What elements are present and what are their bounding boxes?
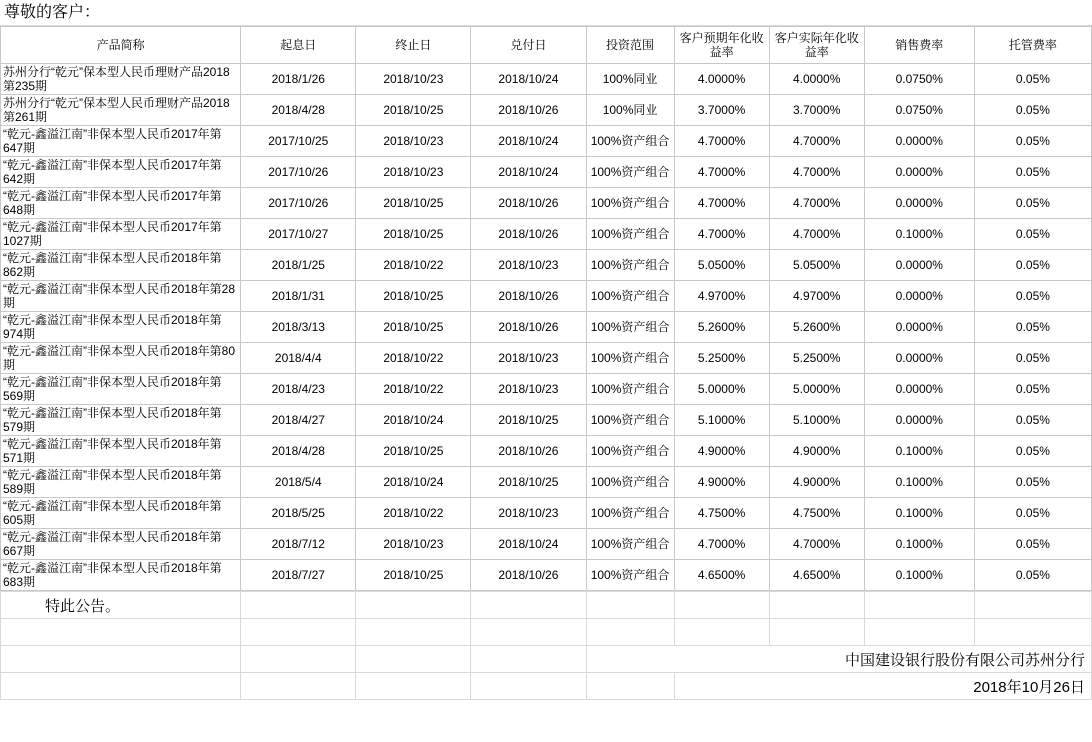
spacer-cell — [241, 646, 356, 673]
expected-yield-cell: 3.7000% — [674, 95, 769, 126]
expected-yield-cell: 5.2500% — [674, 343, 769, 374]
column-header-actual-yield: 客户实际年化收益率 — [769, 27, 864, 64]
spacer-cell — [1, 619, 241, 646]
table-row — [1, 374, 1092, 405]
actual-yield-cell: 5.0000% — [769, 374, 864, 405]
table-row — [1, 498, 1092, 529]
sale-fee-cell: 0.1000% — [864, 436, 974, 467]
product-name-cell: “乾元-鑫溢江南”非保本型人民币2018年第28期 — [1, 281, 241, 312]
investment-scope-cell: 100%资产组合 — [586, 188, 674, 219]
spacer-cell — [586, 619, 674, 646]
sale-fee-cell: 0.0000% — [864, 281, 974, 312]
spacer-cell — [471, 673, 586, 700]
payment-date-cell: 2018/10/24 — [471, 126, 586, 157]
payment-date-cell: 2018/10/26 — [471, 219, 586, 250]
sale-fee-cell: 0.0000% — [864, 343, 974, 374]
actual-yield-cell: 4.7000% — [769, 219, 864, 250]
sale-fee-cell: 0.0000% — [864, 250, 974, 281]
custody-fee-cell: 0.05% — [974, 312, 1091, 343]
sale-fee-cell: 0.0000% — [864, 188, 974, 219]
sale-fee-cell: 0.1000% — [864, 560, 974, 591]
spacer-cell — [356, 592, 471, 619]
custody-fee-cell: 0.05% — [974, 405, 1091, 436]
table-row — [1, 219, 1092, 250]
column-header-end-date: 终止日 — [356, 27, 471, 64]
company-row — [1, 646, 1092, 673]
sale-fee-cell: 0.0000% — [864, 157, 974, 188]
expected-yield-cell: 5.2600% — [674, 312, 769, 343]
end-date-cell: 2018/10/25 — [356, 95, 471, 126]
product-name-cell: “乾元-鑫溢江南”非保本型人民币2018年第667期 — [1, 529, 241, 560]
investment-scope-cell: 100%资产组合 — [586, 467, 674, 498]
product-name-cell: “乾元-鑫溢江南”非保本型人民币2018年第571期 — [1, 436, 241, 467]
actual-yield-cell: 5.2600% — [769, 312, 864, 343]
expected-yield-cell: 4.9700% — [674, 281, 769, 312]
column-header-payment-date: 兑付日 — [471, 27, 586, 64]
sale-fee-cell: 0.0000% — [864, 126, 974, 157]
actual-yield-cell: 5.2500% — [769, 343, 864, 374]
actual-yield-cell: 4.6500% — [769, 560, 864, 591]
payment-date-cell: 2018/10/26 — [471, 95, 586, 126]
product-name-cell: “乾元-鑫溢江南”非保本型人民币2018年第862期 — [1, 250, 241, 281]
table-row — [1, 188, 1092, 219]
spacer-cell — [241, 619, 356, 646]
greeting-text: 尊敬的客户： — [0, 0, 1092, 26]
start-date-cell: 2018/4/28 — [241, 95, 356, 126]
investment-scope-cell: 100%资产组合 — [586, 343, 674, 374]
payment-date-cell: 2018/10/23 — [471, 250, 586, 281]
spacer-cell — [241, 592, 356, 619]
actual-yield-cell: 4.0000% — [769, 64, 864, 95]
investment-scope-cell: 100%同业 — [586, 64, 674, 95]
product-name-cell: “乾元-鑫溢江南”非保本型人民币2017年第648期 — [1, 188, 241, 219]
table-row — [1, 312, 1092, 343]
table-header — [1, 27, 1092, 64]
table-row — [1, 157, 1092, 188]
table-row — [1, 126, 1092, 157]
spacer-cell — [974, 592, 1091, 619]
product-name-cell: “乾元-鑫溢江南”非保本型人民币2018年第569期 — [1, 374, 241, 405]
spacer-cell — [974, 619, 1091, 646]
custody-fee-cell: 0.05% — [974, 157, 1091, 188]
end-date-cell: 2018/10/22 — [356, 343, 471, 374]
product-name-cell: “乾元-鑫溢江南”非保本型人民币2018年第579期 — [1, 405, 241, 436]
sale-fee-cell: 0.1000% — [864, 529, 974, 560]
spacer-cell — [356, 646, 471, 673]
investment-scope-cell: 100%资产组合 — [586, 126, 674, 157]
spacer-cell — [471, 592, 586, 619]
start-date-cell: 2017/10/25 — [241, 126, 356, 157]
product-name-cell: “乾元-鑫溢江南”非保本型人民币2017年第647期 — [1, 126, 241, 157]
spacer-cell — [674, 592, 769, 619]
notice-row — [1, 592, 1092, 619]
end-date-cell: 2018/10/23 — [356, 529, 471, 560]
column-header-expected-yield: 客户预期年化收益率 — [674, 27, 769, 64]
end-date-cell: 2018/10/25 — [356, 281, 471, 312]
investment-scope-cell: 100%资产组合 — [586, 436, 674, 467]
publish-date: 2018年10月26日 — [674, 673, 1091, 700]
payment-date-cell: 2018/10/26 — [471, 312, 586, 343]
end-date-cell: 2018/10/25 — [356, 560, 471, 591]
column-header-start-date: 起息日 — [241, 27, 356, 64]
actual-yield-cell: 4.9000% — [769, 436, 864, 467]
end-date-cell: 2018/10/23 — [356, 157, 471, 188]
product-name-cell: “乾元-鑫溢江南”非保本型人民币2018年第683期 — [1, 560, 241, 591]
investment-scope-cell: 100%资产组合 — [586, 498, 674, 529]
company-signature: 中国建设银行股份有限公司苏州分行 — [586, 646, 1092, 673]
payment-date-cell: 2018/10/24 — [471, 157, 586, 188]
actual-yield-cell: 5.0500% — [769, 250, 864, 281]
payment-date-cell: 2018/10/26 — [471, 436, 586, 467]
actual-yield-cell: 5.1000% — [769, 405, 864, 436]
end-date-cell: 2018/10/23 — [356, 64, 471, 95]
expected-yield-cell: 4.9000% — [674, 436, 769, 467]
table-row — [1, 343, 1092, 374]
actual-yield-cell: 4.7000% — [769, 126, 864, 157]
start-date-cell: 2017/10/27 — [241, 219, 356, 250]
product-name-cell: 苏州分行“乾元”保本型人民币理财产品2018第235期 — [1, 64, 241, 95]
custody-fee-cell: 0.05% — [974, 126, 1091, 157]
column-header-investment-scope: 投资范围 — [586, 27, 674, 64]
products-table — [0, 26, 1092, 591]
spacer-cell — [1, 673, 241, 700]
investment-scope-cell: 100%资产组合 — [586, 219, 674, 250]
actual-yield-cell: 4.7000% — [769, 529, 864, 560]
expected-yield-cell: 5.0500% — [674, 250, 769, 281]
table-row — [1, 560, 1092, 591]
expected-yield-cell: 4.7000% — [674, 126, 769, 157]
product-name-cell: “乾元-鑫溢江南”非保本型人民币2017年第642期 — [1, 157, 241, 188]
sale-fee-cell: 0.1000% — [864, 467, 974, 498]
custody-fee-cell: 0.05% — [974, 188, 1091, 219]
custody-fee-cell: 0.05% — [974, 498, 1091, 529]
column-header-custody-fee: 托管费率 — [974, 27, 1091, 64]
custody-fee-cell: 0.05% — [974, 281, 1091, 312]
payment-date-cell: 2018/10/23 — [471, 498, 586, 529]
spacer-cell — [1, 646, 241, 673]
table-body — [1, 64, 1092, 591]
actual-yield-cell: 4.7000% — [769, 188, 864, 219]
table-row — [1, 250, 1092, 281]
end-date-cell: 2018/10/24 — [356, 467, 471, 498]
spacer-cell — [864, 619, 974, 646]
column-header-sale-fee: 销售费率 — [864, 27, 974, 64]
payment-date-cell: 2018/10/25 — [471, 467, 586, 498]
sale-fee-cell: 0.1000% — [864, 219, 974, 250]
custody-fee-cell: 0.05% — [974, 64, 1091, 95]
custody-fee-cell: 0.05% — [974, 529, 1091, 560]
end-date-cell: 2018/10/25 — [356, 219, 471, 250]
spacer-cell — [769, 619, 864, 646]
actual-yield-cell: 4.7500% — [769, 498, 864, 529]
start-date-cell: 2018/1/31 — [241, 281, 356, 312]
product-name-cell: 苏州分行“乾元”保本型人民币理财产品2018第261期 — [1, 95, 241, 126]
end-date-cell: 2018/10/22 — [356, 374, 471, 405]
start-date-cell: 2018/1/25 — [241, 250, 356, 281]
investment-scope-cell: 100%同业 — [586, 95, 674, 126]
payment-date-cell: 2018/10/24 — [471, 529, 586, 560]
custody-fee-cell: 0.05% — [974, 343, 1091, 374]
table-row — [1, 405, 1092, 436]
end-date-cell: 2018/10/25 — [356, 436, 471, 467]
start-date-cell: 2018/3/13 — [241, 312, 356, 343]
payment-date-cell: 2018/10/26 — [471, 560, 586, 591]
start-date-cell: 2018/4/23 — [241, 374, 356, 405]
investment-scope-cell: 100%资产组合 — [586, 560, 674, 591]
footer-table — [0, 591, 1092, 700]
investment-scope-cell: 100%资产组合 — [586, 374, 674, 405]
start-date-cell: 2017/10/26 — [241, 157, 356, 188]
end-date-cell: 2018/10/24 — [356, 405, 471, 436]
sale-fee-cell: 0.1000% — [864, 498, 974, 529]
start-date-cell: 2018/1/26 — [241, 64, 356, 95]
table-row — [1, 467, 1092, 498]
product-name-cell: “乾元-鑫溢江南”非保本型人民币2018年第80期 — [1, 343, 241, 374]
start-date-cell: 2018/4/4 — [241, 343, 356, 374]
custody-fee-cell: 0.05% — [974, 560, 1091, 591]
notice-text: 特此公告。 — [1, 592, 241, 619]
table-row — [1, 95, 1092, 126]
table-row — [1, 64, 1092, 95]
expected-yield-cell: 5.1000% — [674, 405, 769, 436]
sale-fee-cell: 0.0000% — [864, 312, 974, 343]
spacer-cell — [586, 592, 674, 619]
end-date-cell: 2018/10/25 — [356, 312, 471, 343]
start-date-cell: 2018/5/4 — [241, 467, 356, 498]
actual-yield-cell: 4.7000% — [769, 157, 864, 188]
expected-yield-cell: 4.0000% — [674, 64, 769, 95]
sale-fee-cell: 0.0750% — [864, 95, 974, 126]
investment-scope-cell: 100%资产组合 — [586, 250, 674, 281]
start-date-cell: 2018/5/25 — [241, 498, 356, 529]
table-row — [1, 436, 1092, 467]
expected-yield-cell: 5.0000% — [674, 374, 769, 405]
start-date-cell: 2018/4/28 — [241, 436, 356, 467]
spacer-cell — [769, 592, 864, 619]
end-date-cell: 2018/10/22 — [356, 498, 471, 529]
spacer-cell — [356, 619, 471, 646]
product-name-cell: “乾元-鑫溢江南”非保本型人民币2017年第1027期 — [1, 219, 241, 250]
end-date-cell: 2018/10/23 — [356, 126, 471, 157]
custody-fee-cell: 0.05% — [974, 374, 1091, 405]
product-name-cell: “乾元-鑫溢江南”非保本型人民币2018年第605期 — [1, 498, 241, 529]
actual-yield-cell: 3.7000% — [769, 95, 864, 126]
investment-scope-cell: 100%资产组合 — [586, 157, 674, 188]
payment-date-cell: 2018/10/26 — [471, 281, 586, 312]
date-row — [1, 673, 1092, 700]
payment-date-cell: 2018/10/23 — [471, 374, 586, 405]
custody-fee-cell: 0.05% — [974, 436, 1091, 467]
spacer-cell — [356, 673, 471, 700]
custody-fee-cell: 0.05% — [974, 95, 1091, 126]
payment-date-cell: 2018/10/23 — [471, 343, 586, 374]
expected-yield-cell: 4.7000% — [674, 529, 769, 560]
expected-yield-cell: 4.9000% — [674, 467, 769, 498]
expected-yield-cell: 4.6500% — [674, 560, 769, 591]
spacer-cell — [471, 646, 586, 673]
spacer-cell — [241, 673, 356, 700]
expected-yield-cell: 4.7000% — [674, 157, 769, 188]
blank-row — [1, 619, 1092, 646]
sale-fee-cell: 0.0000% — [864, 405, 974, 436]
expected-yield-cell: 4.7000% — [674, 188, 769, 219]
product-name-cell: “乾元-鑫溢江南”非保本型人民币2018年第974期 — [1, 312, 241, 343]
start-date-cell: 2018/7/12 — [241, 529, 356, 560]
column-header-product-name: 产品简称 — [1, 27, 241, 64]
custody-fee-cell: 0.05% — [974, 219, 1091, 250]
investment-scope-cell: 100%资产组合 — [586, 312, 674, 343]
payment-date-cell: 2018/10/24 — [471, 64, 586, 95]
end-date-cell: 2018/10/25 — [356, 188, 471, 219]
custody-fee-cell: 0.05% — [974, 467, 1091, 498]
payment-date-cell: 2018/10/25 — [471, 405, 586, 436]
expected-yield-cell: 4.7500% — [674, 498, 769, 529]
investment-scope-cell: 100%资产组合 — [586, 281, 674, 312]
custody-fee-cell: 0.05% — [974, 250, 1091, 281]
spacer-cell — [674, 619, 769, 646]
table-header-row — [1, 27, 1092, 64]
actual-yield-cell: 4.9700% — [769, 281, 864, 312]
sale-fee-cell: 0.0750% — [864, 64, 974, 95]
investment-scope-cell: 100%资产组合 — [586, 405, 674, 436]
spacer-cell — [586, 673, 674, 700]
expected-yield-cell: 4.7000% — [674, 219, 769, 250]
start-date-cell: 2018/4/27 — [241, 405, 356, 436]
sale-fee-cell: 0.0000% — [864, 374, 974, 405]
end-date-cell: 2018/10/22 — [356, 250, 471, 281]
table-row — [1, 281, 1092, 312]
actual-yield-cell: 4.9000% — [769, 467, 864, 498]
payment-date-cell: 2018/10/26 — [471, 188, 586, 219]
start-date-cell: 2018/7/27 — [241, 560, 356, 591]
spacer-cell — [471, 619, 586, 646]
spacer-cell — [864, 592, 974, 619]
investment-scope-cell: 100%资产组合 — [586, 529, 674, 560]
start-date-cell: 2017/10/26 — [241, 188, 356, 219]
product-name-cell: “乾元-鑫溢江南”非保本型人民币2018年第589期 — [1, 467, 241, 498]
table-row — [1, 529, 1092, 560]
